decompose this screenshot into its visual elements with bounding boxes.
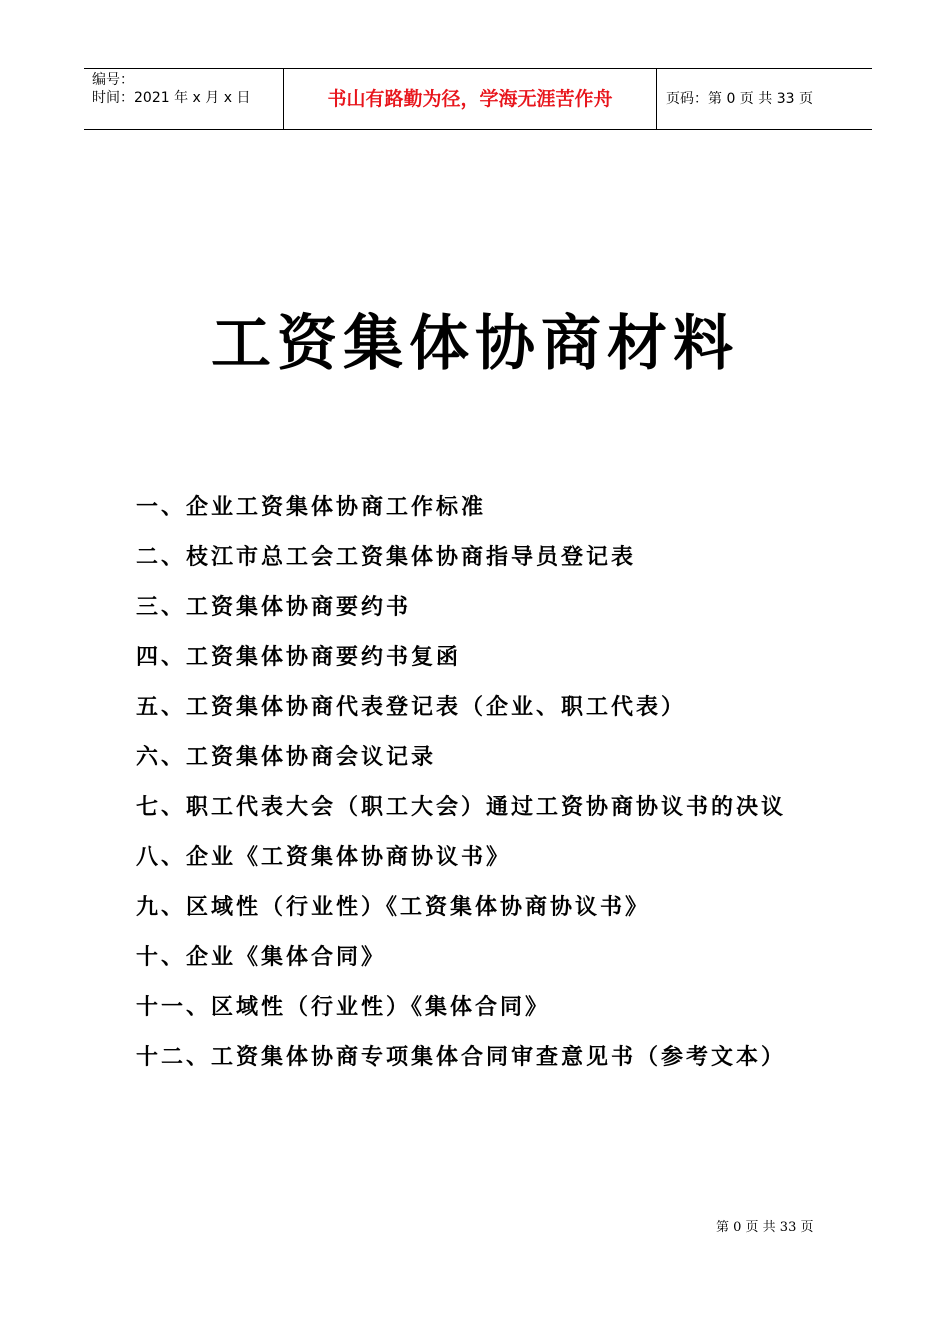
table-of-contents	[136, 482, 786, 1082]
toc-item: 三、工资集体协商要约书	[136, 594, 412, 620]
toc-item: 六、工资集体协商会议记录	[136, 744, 437, 770]
header-page-info: 页码：第 0 页 共 33 页	[666, 91, 813, 107]
toc-item: 十二、工资集体协商专项集体合同审查意见书（参考文本）	[136, 1044, 787, 1070]
document-title: 工资集体协商材料	[211, 309, 739, 379]
toc-item: 二、枝江市总工会工资集体协商指导员登记表	[136, 544, 637, 570]
toc-item: 四、工资集体协商要约书复函	[136, 644, 462, 670]
page-footer: 第 0 页 共 33 页	[716, 1220, 814, 1235]
document-number-label: 编号：	[92, 72, 134, 88]
toc-item: 十、企业《集体合同》	[136, 944, 387, 970]
toc-item: 一、企业工资集体协商工作标准	[136, 494, 487, 520]
header-meta	[92, 71, 282, 107]
toc-item: 十一、区域性（行业性）《集体合同》	[136, 994, 551, 1020]
toc-item: 五、工资集体协商代表登记表（企业、职工代表）	[136, 694, 687, 720]
toc-item: 七、职工代表大会（职工大会）通过工资协商协议书的决议	[136, 794, 787, 820]
toc-item: 八、企业《工资集体协商协议书》	[136, 844, 512, 870]
header-motto: 书山有路勤为径，学海无涯苦作舟	[327, 88, 613, 110]
toc-item: 九、区域性（行业性）《工资集体协商协议书》	[136, 894, 651, 920]
header-divider-right	[656, 69, 657, 129]
document-date: 时间：2021 年 x 月 x 日	[92, 90, 251, 106]
page-header	[84, 68, 872, 130]
